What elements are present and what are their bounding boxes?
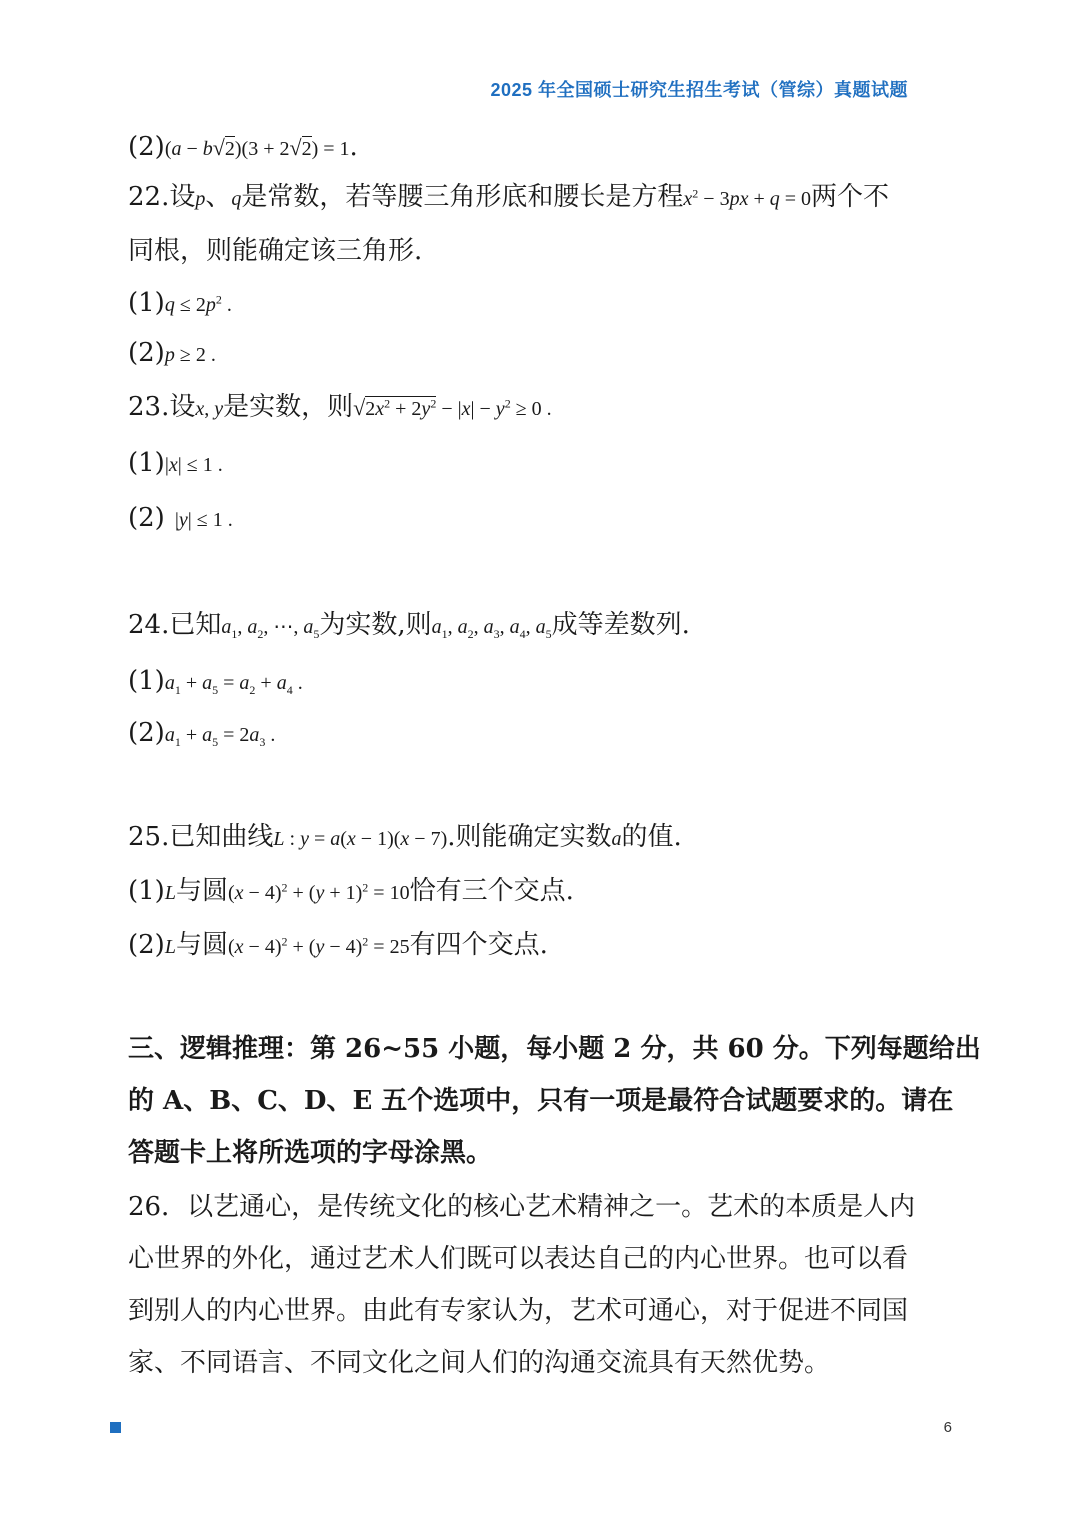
q26-line1: 26．以艺通心，是传统文化的核心艺术精神之一。艺术的本质是人内 bbox=[128, 1192, 916, 1222]
q22-stem: 22.设p、q是常数，若等腰三角形底和腰长是方程$x^2 - 3px + q = 0$两个不 bbox=[128, 182, 890, 212]
q25-stem: 25.已知曲线L : y = a(x − 1)(x − 7).则能确定实数a的值. bbox=[128, 822, 682, 852]
q25-option-2: (2)L与圆$(x - 4)^2 + (y - 4)^2 = 25$有四个交点. bbox=[128, 930, 548, 960]
q21-option-2: (2)(a − b√2)(3 + 2√2) = 1. bbox=[128, 132, 358, 162]
section3-heading-line1: 三、逻辑推理：第 26~55 小题，每小题 2 分，共 60 分。下列每题给出 bbox=[128, 1034, 981, 1064]
page-header-title: 2025 年全国硕士研究生招生考试（管综）真题试题 bbox=[490, 80, 908, 100]
q23-option-2: (2) |y| ≤ 1 . bbox=[128, 503, 233, 533]
q22-option-1: $(1)q \le 2p^2$ . bbox=[128, 288, 232, 318]
q22-stem-line2: 同根，则能确定该三角形. bbox=[128, 236, 423, 266]
q24-option-2: $(2)a_1 + a_5 = 2a_3$ . bbox=[128, 718, 276, 749]
q23-stem: 23.设x, y是实数，则$√2x^2 + 2y^2 - |x| - y^2 \ge 0$ . bbox=[128, 392, 552, 422]
q22-option-2: (2)p ≥ 2 . bbox=[128, 338, 216, 368]
q25-option-1: (1)L与圆$(x - 4)^2 + (y + 1)^2 = 10$恰有三个交点. bbox=[128, 876, 574, 906]
q26-line3: 到别人的内心世界。由此有专家认为，艺术可通心，对于促进不同国 bbox=[128, 1296, 909, 1326]
section3-heading-line3: 答题卡上将所选项的字母涂黑。 bbox=[128, 1138, 493, 1168]
q26-line2: 心世界的外化，通过艺术人们既可以表达自己的内心世界。也可以看 bbox=[128, 1244, 909, 1274]
page-number: 6 bbox=[943, 1419, 952, 1436]
q26-line4: 家、不同语言、不同文化之间人们的沟通交流具有天然优势。 bbox=[128, 1348, 831, 1378]
q23-option-1: (1)|x| ≤ 1 . bbox=[128, 448, 223, 478]
section3-heading-line2: 的 A、B、C、D、E 五个选项中，只有一项是最符合试题要求的。请在 bbox=[128, 1086, 954, 1116]
q24-stem: 24.已知$a_1$, $a_2$, ⋯, $a_5$为实数,则$a_1$, $a_2$, $a_3$, $a_4$, $a_5$成等差数列. bbox=[128, 610, 690, 641]
q24-option-1: $(1)a_1 + a_5 = a_2 + a_4$ . bbox=[128, 666, 303, 697]
footer-square-icon bbox=[110, 1422, 121, 1433]
